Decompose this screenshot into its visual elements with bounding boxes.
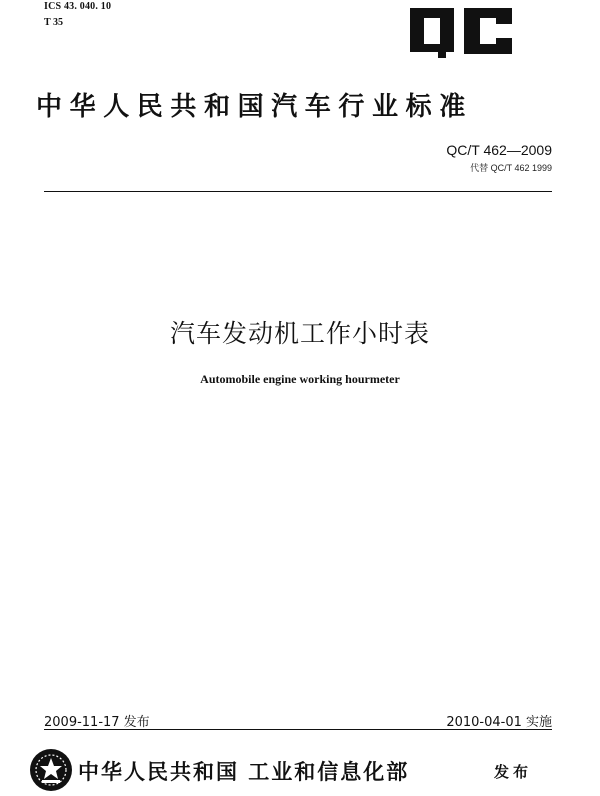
implementation-date: 2010-04-01 实施 xyxy=(446,715,552,730)
document-title-en: Automobile engine working hourmeter xyxy=(200,372,400,386)
top-divider xyxy=(44,191,552,192)
bottom-divider xyxy=(44,729,552,730)
replaces-code: 代替 QC/T 462 1999 xyxy=(470,163,552,173)
qc-logo-mark xyxy=(406,6,516,62)
issue-date: 2009-11-17 发布 xyxy=(44,715,150,730)
standard-code: QC/T 462—2009 xyxy=(446,142,552,158)
ics-code: ICS 43. 040. 10 xyxy=(44,1,112,12)
standard-type-title: 中华人民共和国汽车行业标准 xyxy=(36,92,473,122)
national-emblem-icon xyxy=(28,747,74,793)
classification-code: T 35 xyxy=(44,17,63,28)
publish-label: 发布 xyxy=(494,763,533,781)
publisher-name: 中华人民共和国 工业和信息化部 xyxy=(78,760,410,784)
qc-logo xyxy=(406,6,516,62)
document-title-cn: 汽车发动机工作小时表 xyxy=(169,319,430,348)
